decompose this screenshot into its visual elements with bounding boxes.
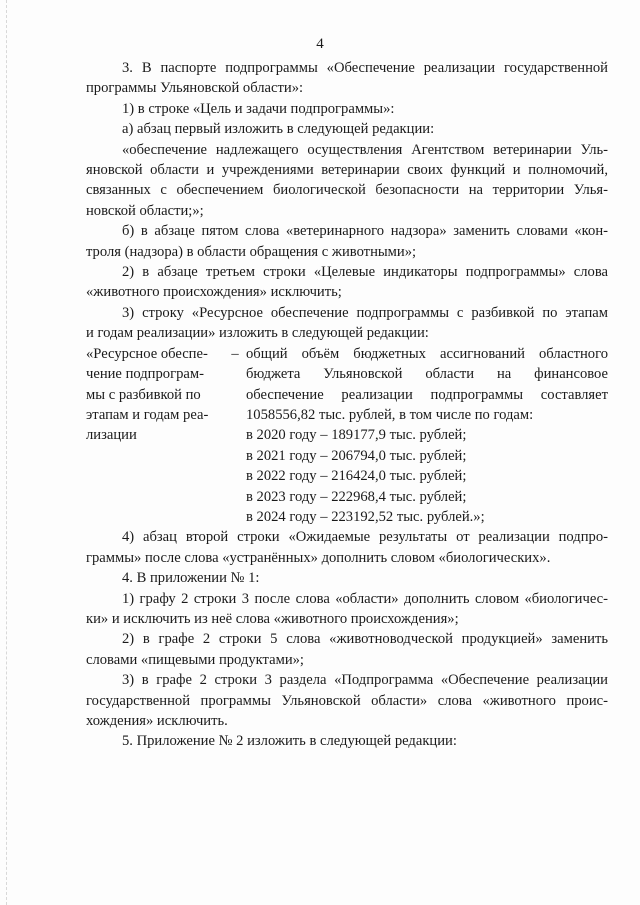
paragraph-4-3-line-2: государственной программы Ульяновской области» слова «животного проис-	[86, 692, 608, 709]
paragraph-3-1-a: а) абзац первый изложить в следующей редакции:	[122, 121, 435, 138]
paragraph-4-1-line-2: ки» и исключить из неё слова «животного происхождения»;	[86, 610, 459, 627]
paragraph-3-4-line-1: 4) абзац второй строки «Ожидаемые результаты от реализации подпро-	[122, 529, 608, 546]
resource-value-line: обеспечение реализации подпрограммы составляет	[246, 386, 608, 403]
year-funding-line: в 2022 году – 216424,0 тыс. рублей;	[246, 468, 467, 485]
year-funding-line: в 2023 году – 222968,4 тыс. рублей;	[246, 488, 467, 505]
paragraph-3-1-b-line-2: троля (надзора) в области обращения с животными»;	[86, 243, 417, 260]
page-number: 4	[316, 36, 324, 52]
year-funding-line: в 2024 году – 223192,52 тыс. рублей.»;	[246, 508, 485, 525]
quote-line-1: «обеспечение надлежащего осуществления Агентством ветеринарии Уль-	[122, 141, 608, 158]
paragraph-3-line-2: программы Ульяновской области»:	[86, 80, 304, 97]
year-funding-line: в 2020 году – 189177,9 тыс. рублей;	[246, 427, 467, 444]
paragraph-3-line-1: 3. В паспорте подпрограммы «Обеспечение реализации государственной	[122, 60, 608, 76]
resource-label-line: чение подпрограм-	[86, 366, 204, 383]
resource-table-dash: –	[231, 345, 239, 362]
paragraph-4-2-line-1: 2) в графе 2 строки 5 слова «животноводческой продукцией» заменить	[122, 631, 608, 648]
paragraph-3-4-line-2: граммы» после слова «устранённых» дополнить словом «биологических».	[86, 549, 551, 566]
paragraph-4: 4. В приложении № 1:	[122, 570, 260, 587]
paragraph-3-3-line-2: и годам реализации» изложить в следующей редакции:	[86, 325, 429, 342]
resource-value-line: общий объём бюджетных ассигнований областного	[246, 345, 608, 362]
resource-value-line: 1058556,82 тыс. рублей, в том числе по годам:	[246, 406, 534, 423]
paragraph-4-3-line-1: 3) в графе 2 строки 3 раздела «Подпрограмма «Обеспечение реализации	[122, 672, 608, 689]
resource-value-line: бюджета Ульяновской области на финансовое	[246, 366, 608, 383]
resource-label-line: «Ресурсное обеспе-	[86, 345, 208, 362]
paragraph-3-1: 1) в строке «Цель и задачи подпрограммы»:	[122, 100, 395, 117]
resource-table-label	[86, 344, 224, 528]
resource-table-value	[246, 344, 608, 528]
paragraph-3-2-line-2: «животного происхождения» исключить;	[86, 284, 342, 301]
quote-line-4: новской области;»;	[86, 202, 204, 219]
quote-line-2: яновской области и учреждениями ветеринарии своих функций и полномочий,	[86, 162, 608, 179]
year-funding-line: в 2021 году – 206794,0 тыс. рублей;	[246, 447, 467, 464]
quote-line-3: связанных с обеспечением биологической безопасности на территории Улья-	[86, 182, 608, 199]
resource-label-line: лизации	[86, 427, 137, 444]
resource-label-line: этапам и годам реа-	[86, 406, 209, 423]
paragraph-4-1-line-1: 1) графу 2 строки 3 после слова «области» дополнить словом «биологичес-	[122, 590, 608, 607]
document-body	[86, 58, 608, 752]
paragraph-4-3-line-3: хождения» исключить.	[86, 713, 228, 729]
paragraph-3-3-line-1: 3) строку «Ресурсное обеспечение подпрограммы с разбивкой по этапам	[122, 304, 608, 321]
paragraph-3-1-b-line-1: б) в абзаце пятом слова «ветеринарного надзора» заменить словами «кон-	[122, 223, 608, 240]
resource-label-line: мы с разбивкой по	[86, 386, 201, 403]
paragraph-5: 5. Приложение № 2 изложить в следующей редакции:	[122, 733, 457, 750]
paragraph-3-2-line-1: 2) в абзаце третьем строки «Целевые индикаторы подпрограммы» слова	[122, 264, 608, 281]
resource-table	[86, 344, 608, 528]
paragraph-4-2-line-2: словами «пищевыми продуктами»;	[86, 651, 304, 668]
scan-edge	[6, 0, 7, 905]
